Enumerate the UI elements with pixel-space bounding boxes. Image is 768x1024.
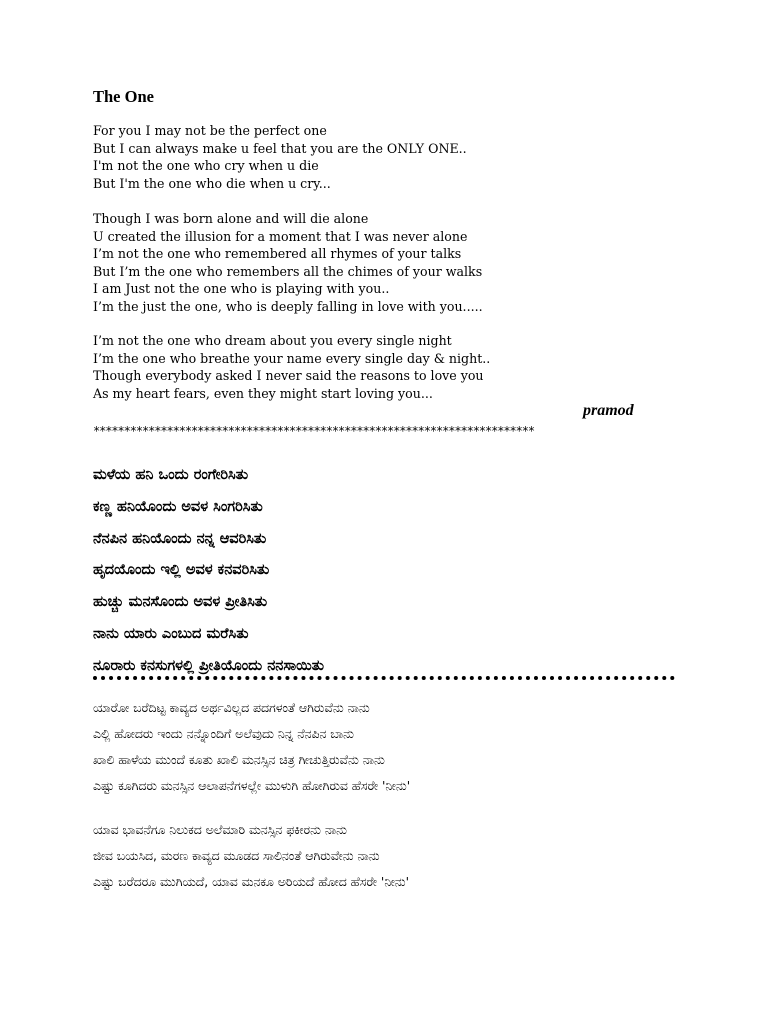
poem-line: I'm not the one who cry when u die (93, 158, 319, 174)
kannada-bold-stanza (93, 460, 324, 683)
english-stanza-3 (93, 332, 490, 402)
kannada-line: ಎಷ್ಟು ಕೂಗಿದರು ಮನಸ್ಸಿನ ಆಲಾಪನೆಗಳಲ್ಲೇ ಮುಳುಗಿ ಹೋಗಿರುವ ಹೆಸರೇ 'ನೀನು' (93, 778, 411, 793)
poem-line: Though I was born alone and will die alone (93, 211, 369, 226)
kannada-line: ಎಲ್ಲಿ ಹೋದರು ಇಂದು ನನ್ನೊಂದಿಗೆ ಅಲೆವುದು ನಿನ್ನ ನೆನಪಿನ ಬಾನು (93, 726, 354, 741)
kannada-line: ಎಷ್ಟು ಬರೆದರೂ ಮುಗಿಯದೆ, ಯಾವ ಮನಕೂ ಅರಿಯದೆ ಹೋದ ಹೆಸರೇ 'ನೀನು' (93, 874, 410, 889)
english-stanza-1 (93, 122, 467, 192)
poem-title: The One (93, 87, 154, 106)
poem-line: Though everybody asked I never said the reasons to love you (93, 368, 484, 384)
poem-line: For you I may not be the perfect one (93, 123, 327, 138)
kannada-line: ನೆನಪಿನ ಹನಿಯೊಂದು ನನ್ನ ಆವರಿಸಿತು (93, 530, 267, 547)
poem-line: But I'm the one who die when u cry... (93, 175, 331, 191)
poem-line: But I’m the one who remembers all the chimes of your walks (93, 263, 483, 279)
kannada-line: ಹೃದಯೊಂದು ಇಲ್ಲಿ ಅವಳ ಕನವರಿಸಿತು (93, 562, 270, 579)
english-stanza-2 (93, 210, 483, 316)
poem-line: I’m the one who breathe your name every single day & night.. (93, 350, 491, 366)
kannada-stanza-1 (93, 695, 410, 799)
kannada-line: ಹುಚ್ಚು ಮನಸೊಂದು ಅವಳ ಪ್ರೀತಿಸಿತು (93, 594, 268, 611)
kannada-line: ಖಾಲಿ ಹಾಳೆಯ ಮುಂದೆ ಕೂತು ಖಾಲಿ ಮನಸ್ಸಿನ ಚಿತ್ರ ಗೀಚುತ್ತಿರುವೆನು ನಾನು (93, 752, 385, 767)
kannada-line: ಜೀವ ಬಯಸಿದ, ಮರಣ ಕಾವ್ಯದ ಮೂಡದ ಸಾಲಿನಂತೆ ಆಗಿರುವೇನು ನಾನು (93, 848, 380, 863)
poem-line: I am Just not the one who is playing with you.. (93, 281, 390, 297)
author-signature: pramod (583, 402, 634, 419)
kannada-line: ನೂರಾರು ಕನಸುಗಳಲ್ಲಿ ಪ್ರೀತಿಯೊಂದು ನನಸಾಯಿತು (93, 657, 325, 674)
kannada-line: ಯಾರೋ ಬರೆದಿಟ್ಟ ಕಾವ್ಯದ ಅರ್ಥವಿಲ್ಲದ ಪದಗಳಂತೆ ಆಗಿರುವೆನು ನಾನು (93, 700, 370, 715)
poem-line: As my heart fears, even they might start loving you... (93, 385, 433, 401)
kannada-stanza-2 (93, 817, 409, 895)
kannada-line: ಕಣ್ಣ ಹನಿಯೊಂದು ಅವಳ ಸಿಂಗರಿಸಿತು (93, 498, 263, 515)
kannada-line: ನಾನು ಯಾರು ಎಂಬುದ ಮರೆಸಿತು (93, 625, 249, 642)
dotted-divider (93, 676, 675, 680)
poem-line: But I can always make u feel that you are the ONLY ONE.. (93, 140, 467, 156)
kannada-line: ಯಾವ ಭಾವನೆಗೂ ನಿಲುಕದ ಅಲೆಮಾರಿ ಮನಸ್ಸಿನ ಫಕೀರನು ನಾನು (93, 822, 347, 837)
poem-line: I’m the just the one, who is deeply falling in love with you..... (93, 298, 483, 314)
poem-line: I’m not the one who remembered all rhymes of your talks (93, 246, 462, 262)
poem-line: I’m not the one who dream about you every single night (93, 333, 452, 348)
poem-line: U created the illusion for a moment that I was never alone (93, 228, 468, 244)
asterisk-separator: ************************************************************************ (93, 424, 534, 438)
kannada-line: ಮಳೆಯ ಹನಿ ಒಂದು ರಂಗೇರಿಸಿತು (93, 467, 249, 483)
